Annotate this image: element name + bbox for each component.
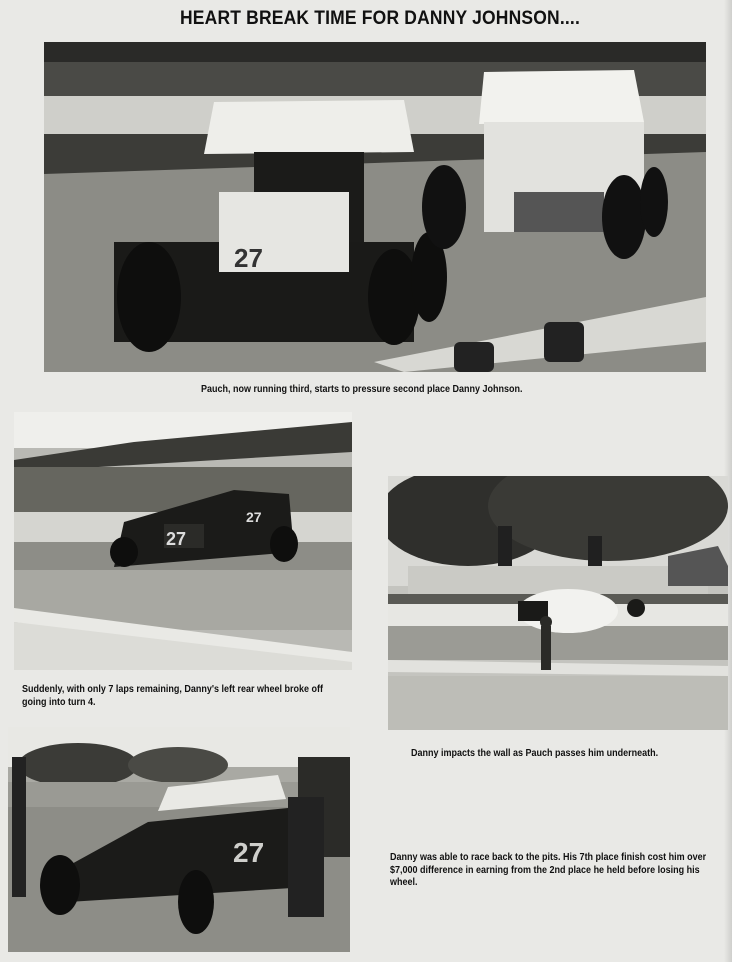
caption-middle-right: Danny impacts the wall as Pauch passes him underneath.: [411, 748, 659, 759]
photo-middle-right: [388, 476, 728, 730]
caption-middle-left: Suddenly, with only 7 laps remaining, Danny's left rear wheel broke off going into turn 4.: [22, 684, 324, 708]
car-number-label: 27: [234, 243, 263, 273]
caption-top: Pauch, now running third, starts to pressure second place Danny Johnson.: [201, 384, 523, 395]
photo-bottom-left: [8, 727, 350, 952]
car-number-roof: 27: [246, 509, 262, 525]
photo-middle-left: [14, 412, 352, 670]
car-number-side: 27: [166, 529, 187, 549]
page-headline: HEART BREAK TIME FOR DANNY JOHNSON....: [180, 8, 580, 29]
photo-top: [44, 42, 706, 372]
car-number-pits: 27: [233, 837, 265, 868]
caption-bottom: Danny was able to race back to the pits. His 7th place finish cost him over $7,000 difference in earning from the 2nd place he held before losing his wheel.: [390, 852, 707, 888]
